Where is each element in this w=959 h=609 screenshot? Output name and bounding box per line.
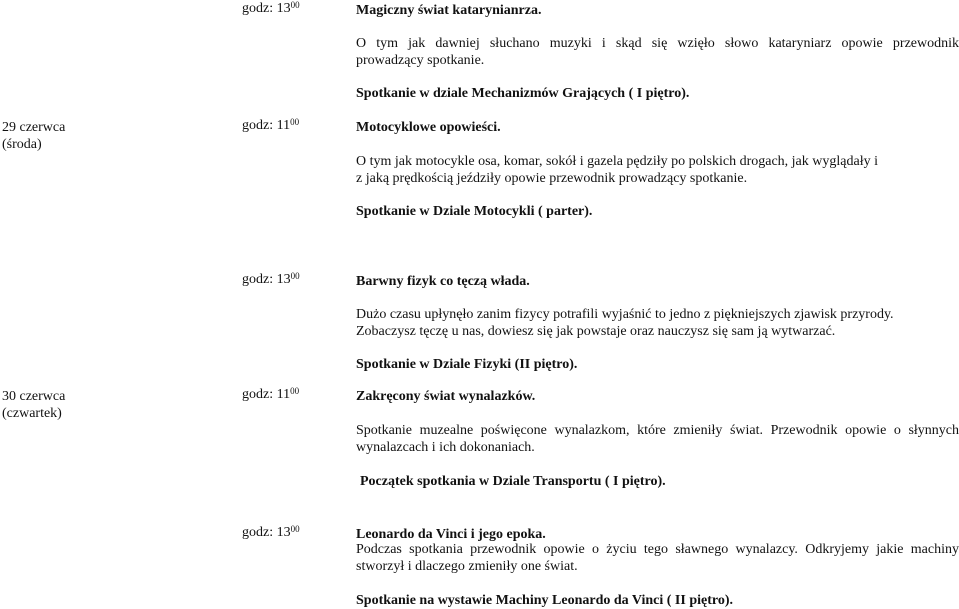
event-desc-line: z jaką prędkością jeździły opowie przewodnik prowadzący spotkanie.	[356, 171, 748, 186]
event-desc-line: prowadzący spotkanie.	[356, 53, 485, 68]
day-label	[2, 119, 65, 153]
event-location: Początek spotkania w Dziale Transportu ( I piętro).	[360, 474, 666, 489]
day-date: 29 czerwca	[2, 120, 66, 135]
day-weekday: (czwartek)	[2, 406, 62, 421]
event-time: godz: $13^{00}$	[242, 524, 300, 540]
event-time: godz: $13^{00}$	[242, 0, 300, 16]
day-date: 30 czerwca	[2, 389, 66, 404]
event-desc-line: Dużo czasu upłynęło zanim fizycy potrafili wyjaśnić to jedno z piękniejszych zjawisk przyrody.	[356, 307, 894, 322]
event-desc-line: wynalazcach i ich dokonaniach.	[356, 440, 535, 455]
event-desc-line: Podczas spotkania przewodnik opowie o życiu tego sławnego wynalazcy. Odkryjemy jakie machiny	[356, 542, 959, 557]
event-time: godz: $11^{00}$	[242, 386, 300, 402]
event-title: Barwny fizyk co tęczą włada.	[356, 274, 530, 289]
event-title: Leonardo da Vinci i jego epoka.	[356, 527, 546, 542]
event-desc-line: Zobaczysz tęczę u nas, dowiesz się jak powstaje oraz nauczysz się sam ją wytwarzać.	[356, 324, 836, 339]
event-location: Spotkanie na wystawie Machiny Leonardo da Vinci ( II piętro).	[356, 593, 733, 608]
event-location: Spotkanie w Dziale Fizyki (II piętro).	[356, 357, 578, 372]
event-location: Spotkanie w Dziale Motocykli ( parter).	[356, 204, 593, 219]
event-time: godz: $11^{00}$	[242, 117, 300, 133]
event-desc-line: O tym jak dawniej słuchano muzyki i skąd się wzięło słowo kataryniarz opowie przewodnik	[356, 36, 959, 51]
event-title: Zakręcony świat wynalazków.	[356, 389, 536, 404]
event-title: Motocyklowe opowieści.	[356, 120, 501, 135]
day-weekday: (środa)	[2, 137, 42, 152]
day-label	[2, 388, 65, 422]
event-title: Magiczny świat katarynianrza.	[356, 3, 542, 18]
event-time: godz: $13^{00}$	[242, 271, 300, 287]
event-desc-line: stworzył i dlaczego zmieniły one świat.	[356, 559, 578, 574]
event-desc-line: O tym jak motocykle osa, komar, sokół i gazela pędziły po polskich drogach, jak wyglądały i	[356, 154, 878, 169]
event-desc-line: Spotkanie muzealne poświęcone wynalazkom, które zmieniły świat. Przewodnik opowie o słynnych	[356, 423, 959, 438]
event-location: Spotkanie w dziale Mechanizmów Grających ( I piętro).	[356, 86, 690, 101]
